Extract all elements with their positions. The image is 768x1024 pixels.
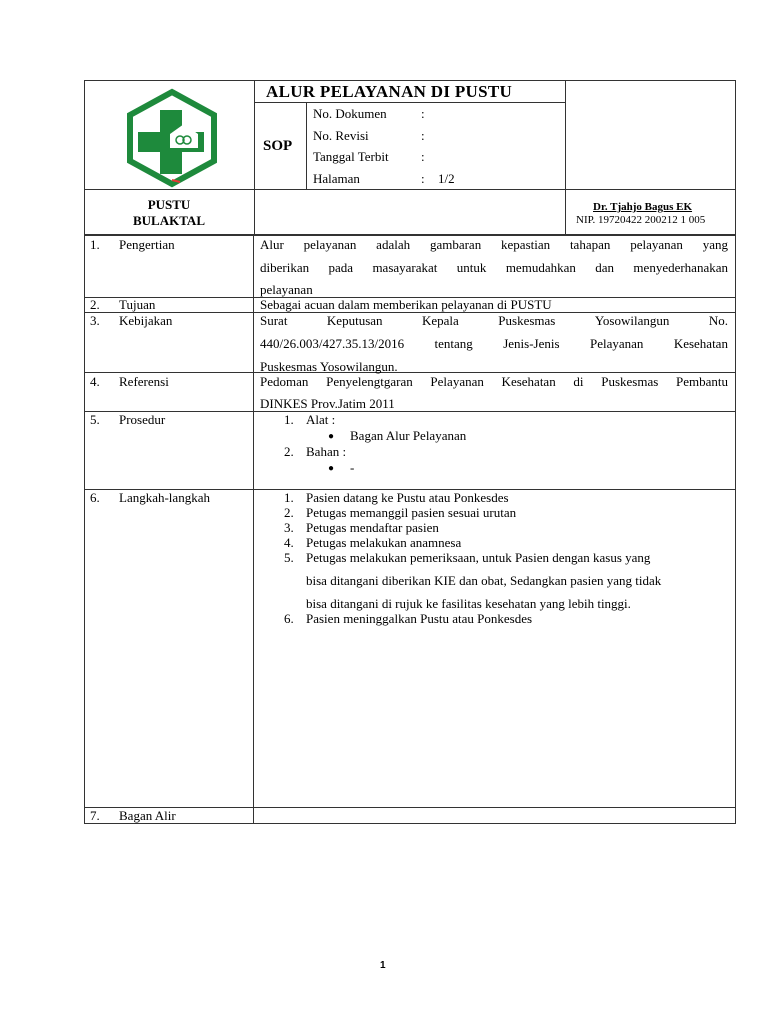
step-text: Petugas memanggil pasien sesuai urutan (306, 505, 517, 520)
bullet-icon: ● (328, 431, 335, 442)
step-text: bisa ditangani di rujuk ke fasilitas kesehatan yang lebih tinggi. (306, 596, 631, 611)
referensi-line: DINKES Prov.Jatim 2011 (260, 396, 395, 411)
meta-sep: : (421, 106, 425, 121)
prosedur-bullet: - (350, 460, 355, 475)
row-label-bagan-alir: Bagan Alir (119, 808, 176, 823)
meta-label-halaman: Halaman (313, 171, 360, 186)
row-number: 7. (90, 808, 100, 823)
pengertian-line: Alur pelayanan adalah gambaran kepastian tahapan pelayanan yang (260, 237, 728, 252)
row-label-referensi: Referensi (119, 374, 169, 389)
step-number: 1. (284, 490, 294, 505)
kebijakan-word: Pelayanan (589, 336, 644, 351)
kebijakan-word: Puskesmas (498, 313, 556, 328)
prosedur-item-number: 1. (284, 412, 294, 427)
kebijakan-word: 440/26.003/427.35.13/2016 (260, 336, 405, 351)
kebijakan-line (260, 313, 728, 329)
pengertian-line: pelayanan (260, 282, 313, 297)
kebijakan-word: Keputusan (326, 313, 383, 328)
step-text: Petugas melakukan anamnesa (306, 535, 462, 550)
kebijakan-word: Kepala (422, 313, 459, 328)
row-label-pengertian: Pengertian (119, 237, 175, 252)
step-number: 4. (284, 535, 294, 550)
kebijakan-word: Kesehatan (673, 336, 728, 351)
unit-name-line2: BULAKTAL (133, 213, 205, 228)
meta-label-no-dokumen: No. Dokumen (313, 106, 387, 121)
row-number: 5. (90, 412, 100, 427)
prosedur-item: Alat : (306, 412, 336, 427)
meta-sep: : (421, 149, 425, 164)
puskesmas-logo (122, 88, 222, 188)
step-text: Pasien meninggalkan Pustu atau Ponkesdes (306, 611, 533, 626)
document-title: ALUR PELAYANAN DI PUSTU (266, 82, 513, 101)
row-number: 3. (90, 313, 100, 328)
meta-sep: : (421, 171, 425, 186)
step-text: Petugas mendaftar pasien (306, 520, 439, 535)
logo-hexagon-icon (122, 88, 222, 188)
kebijakan-word: Surat (260, 313, 288, 328)
kebijakan-word: tentang (434, 336, 473, 351)
meta-label-no-revisi: No. Revisi (313, 128, 369, 143)
kebijakan-word: No. (708, 313, 728, 328)
page-number: 1 (380, 960, 386, 971)
referensi-line: Pedoman Penyelengtgaran Pelayanan Kesehatan di Puskesmas Pembantu (260, 374, 728, 389)
step-number: 5. (284, 550, 294, 565)
row-number: 2. (90, 297, 100, 312)
step-number: 6. (284, 611, 294, 626)
step-text: Petugas melakukan pemeriksaan, untuk Pasien dengan kasus yang (306, 550, 651, 565)
prosedur-item-number: 2. (284, 444, 294, 459)
kebijakan-word: Jenis-Jenis (503, 336, 560, 351)
row-label-tujuan: Tujuan (119, 297, 156, 312)
kebijakan-line (260, 336, 728, 352)
row-number: 6. (90, 490, 100, 505)
pengertian-text (260, 233, 728, 279)
bullet-icon: ● (328, 463, 335, 474)
sop-label: SOP (263, 138, 293, 154)
signer-nip: NIP. 19720422 200212 1 005 (576, 214, 706, 226)
tujuan-text: Sebagai acuan dalam memberikan pelayanan di PUSTU (260, 297, 552, 312)
kebijakan-line: Puskesmas Yosowilangun. (260, 359, 398, 374)
referensi-text (260, 370, 728, 393)
row-label-kebijakan: Kebijakan (119, 313, 173, 328)
row-label-prosedur: Prosedur (119, 412, 166, 427)
step-text: bisa ditangani diberikan KIE dan obat, Sedangkan pasien yang tidak (306, 573, 662, 588)
step-number: 3. (284, 520, 294, 535)
step-text: Pasien datang ke Pustu atau Ponkesdes (306, 490, 509, 505)
meta-label-tanggal-terbit: Tanggal Terbit (313, 149, 389, 164)
meta-value-halaman: 1/2 (438, 171, 455, 186)
kebijakan-word: Yosowilangun (594, 313, 670, 328)
pengertian-line: diberikan pada masayarakat untuk memudahkan dan menyederhanakan (260, 260, 728, 275)
row-number: 1. (90, 237, 100, 252)
prosedur-bullet: Bagan Alur Pelayanan (350, 428, 467, 443)
row-label-langkah: Langkah-langkah (119, 490, 210, 505)
unit-name-line1: PUSTU (147, 197, 191, 212)
signer-name: Dr. Tjahjo Bagus EK (593, 201, 693, 213)
prosedur-item: Bahan : (306, 444, 347, 459)
row-number: 4. (90, 374, 100, 389)
meta-sep: : (421, 128, 425, 143)
step-number: 2. (284, 505, 294, 520)
